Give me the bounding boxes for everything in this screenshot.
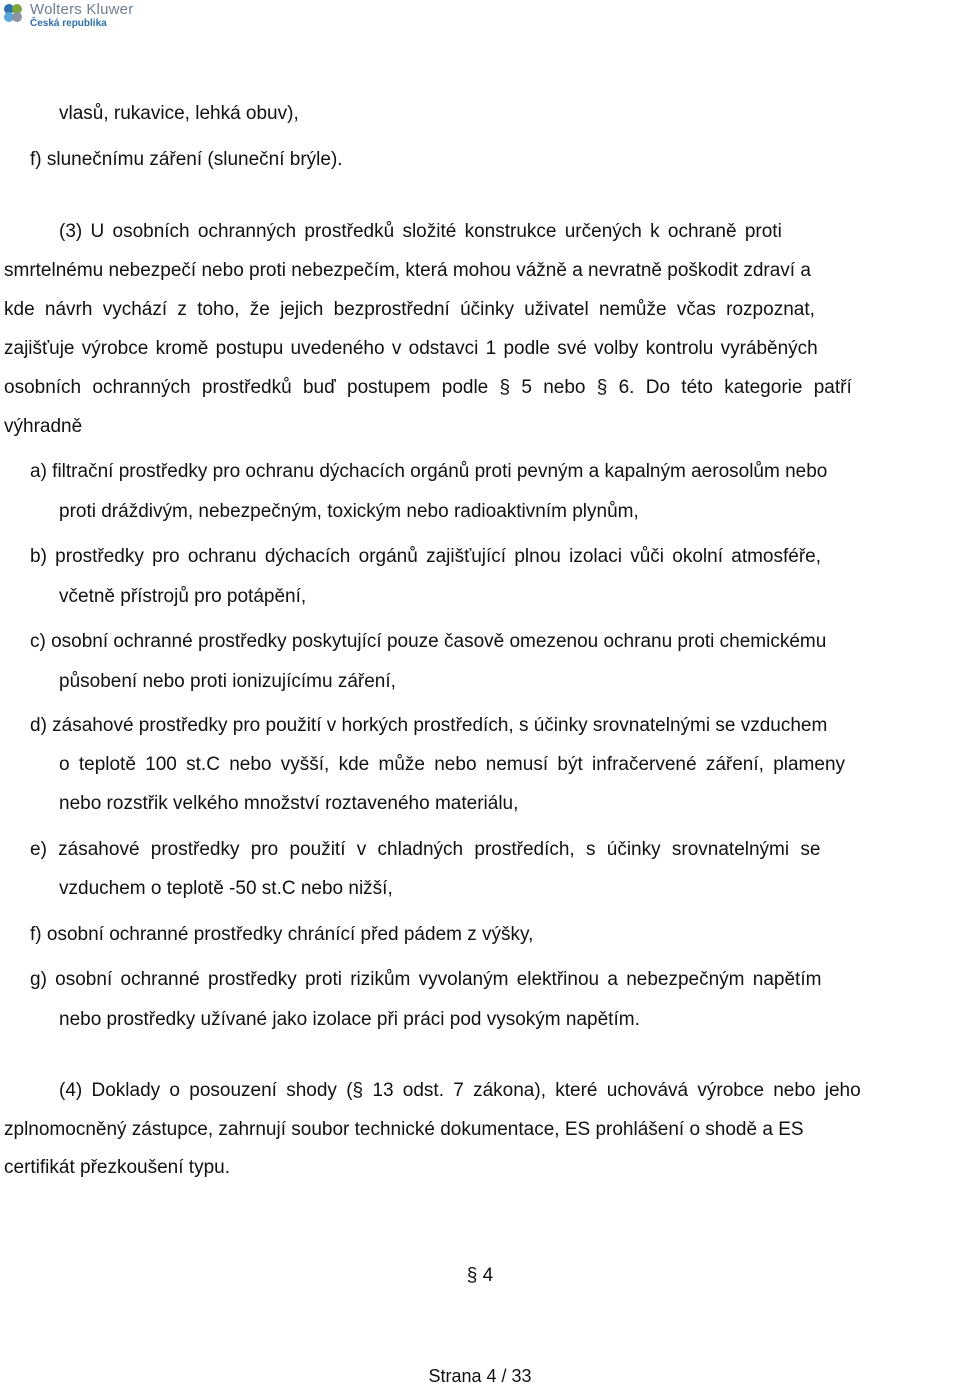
paragraph-3-line: osobních ochranných prostředků buď postupem podle § 5 nebo § 6. Do této kategorie patří xyxy=(4,377,852,398)
page-number: Strana 4 / 33 xyxy=(428,1366,532,1386)
paragraph-3-line: smrtelnému nebezpečí nebo proti nebezpečím, která mohou vážně a nevratně poškodit zdraví a xyxy=(4,260,811,281)
paragraph-4-line: zplnomocněný zástupce, zahrnují soubor technické dokumentace, ES prohlášení o shodě a ES xyxy=(4,1119,804,1140)
list-item-a: a) filtrační prostředky pro ochranu dýchacích orgánů proti pevným a kapalným aerosolům nebo xyxy=(30,461,828,482)
paragraph-3-line: zajišťuje výrobce kromě postupu uvedeného v odstavci 1 podle své volby kontrolu vyráběných xyxy=(4,338,818,359)
wolters-kluwer-logo-icon xyxy=(2,2,24,24)
list-item-d: d) zásahové prostředky pro použití v horkých prostředích, s účinky srovnatelnými se vzduchem xyxy=(30,715,828,736)
list-item-b-cont: včetně přístrojů pro potápění, xyxy=(59,586,307,607)
logo-name: Wolters Kluwer xyxy=(30,1,134,18)
text-line: vlasů, rukavice, lehká obuv), xyxy=(59,103,299,124)
list-item-c: c) osobní ochranné prostředky poskytující pouze časově omezenou ochranu proti chemickému xyxy=(30,631,827,652)
list-item-d-cont: nebo rozstřik velkého množství roztaveného materiálu, xyxy=(59,793,519,814)
paragraph-3-line: (3) U osobních ochranných prostředků složité konstrukce určených k ochraně proti xyxy=(59,221,782,242)
paragraph-4-line: (4) Doklady o posouzení shody (§ 13 odst. 7 zákona), které uchovává výrobce nebo jeho xyxy=(59,1080,861,1101)
list-item-b: b) prostředky pro ochranu dýchacích orgánů zajišťující plnou izolaci vůči okolní atmosféře, xyxy=(30,546,822,567)
section-heading: § 4 xyxy=(466,1265,494,1286)
paragraph-3-line: výhradně xyxy=(4,416,83,437)
logo-subtitle: Česká republika xyxy=(30,18,107,29)
list-item-c-cont: působení nebo proti ionizujícímu záření, xyxy=(59,671,396,692)
paragraph-3-line: kde návrh vychází z toho, že jejich bezprostřední účinky uživatel nemůže včas rozpoznat, xyxy=(4,299,815,320)
text-line: f) slunečnímu záření (sluneční brýle). xyxy=(30,149,343,170)
paragraph-4-line: certifikát přezkoušení typu. xyxy=(4,1157,230,1178)
list-item-g: g) osobní ochranné prostředky proti rizikům vyvolaným elektřinou a nebezpečným napětím xyxy=(30,969,822,990)
list-item-e: e) zásahové prostředky pro použití v chladných prostředích, s účinky srovnatelnými se xyxy=(30,839,821,860)
list-item-d-cont: o teplotě 100 st.C nebo vyšší, kde může nebo nemusí být infračervené záření, plameny xyxy=(59,754,846,775)
list-item-e-cont: vzduchem o teplotě -50 st.C nebo nižší, xyxy=(59,878,393,899)
publisher-logo xyxy=(2,2,133,29)
list-item-g-cont: nebo prostředky užívané jako izolace při práci pod vysokým napětím. xyxy=(59,1009,640,1030)
list-item-a-cont: proti dráždivým, nebezpečným, toxickým nebo radioaktivním plynům, xyxy=(59,501,639,522)
list-item-f: f) osobní ochranné prostředky chránící před pádem z výšky, xyxy=(30,924,534,945)
